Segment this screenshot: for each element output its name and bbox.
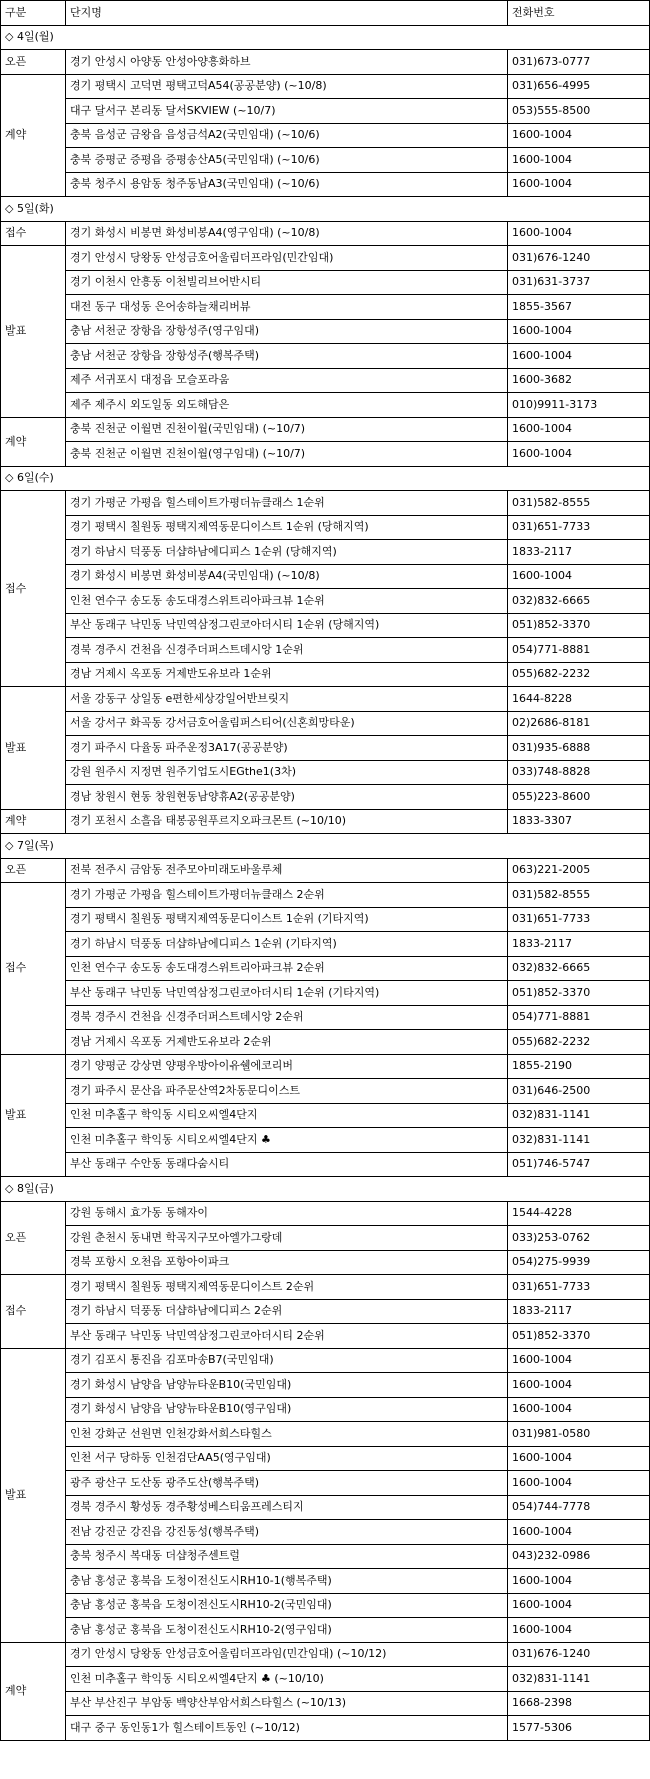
phone-cell: 032)832-6665: [508, 589, 650, 614]
header-phone: 전화번호: [508, 1, 650, 26]
category-cell: 오픈: [1, 858, 66, 883]
table-row: [1, 1520, 650, 1545]
day-row: [1, 1177, 650, 1202]
phone-cell: 031)676-1240: [508, 1642, 650, 1667]
header-complex-name: 단지명: [66, 1, 508, 26]
complex-name-cell: 대전 동구 대성동 은어송하늘채리버뷰: [66, 295, 508, 320]
phone-cell: 055)682-2232: [508, 662, 650, 687]
table-row: [1, 1324, 650, 1349]
day-row: [1, 197, 650, 222]
phone-cell: 1668-2398: [508, 1691, 650, 1716]
day-row: [1, 466, 650, 491]
table-row: [1, 785, 650, 810]
phone-cell: 055)682-2232: [508, 1030, 650, 1055]
complex-name-cell: 경남 거제시 옥포동 거제반도유보라 2순위: [66, 1030, 508, 1055]
phone-cell: 043)232-0986: [508, 1544, 650, 1569]
table-row: [1, 1716, 650, 1741]
phone-cell: 1600-1004: [508, 1471, 650, 1496]
phone-cell: 1600-1004: [508, 1520, 650, 1545]
complex-name-cell: 경기 화성시 비봉면 화성비봉A4(국민임대) (~10/8): [66, 564, 508, 589]
complex-name-cell: 부산 동래구 낙민동 낙민역삼정그린코아더시티 2순위: [66, 1324, 508, 1349]
phone-cell: 031)651-7733: [508, 1275, 650, 1300]
category-cell: 접수: [1, 491, 66, 687]
phone-cell: 1600-1004: [508, 1593, 650, 1618]
complex-name-cell: 경북 경주시 건천읍 신경주더퍼스트데시앙 2순위: [66, 1005, 508, 1030]
phone-cell: 032)831-1141: [508, 1103, 650, 1128]
complex-name-cell: 충북 음성군 금왕읍 음성금석A2(국민임대) (~10/6): [66, 123, 508, 148]
table-row: [1, 148, 650, 173]
table-row: [1, 1128, 650, 1153]
phone-cell: 1600-1004: [508, 417, 650, 442]
category-cell: 발표: [1, 1348, 66, 1642]
complex-name-cell: 인천 강화군 선원면 인천강화서희스타힐스: [66, 1422, 508, 1447]
complex-name-cell: 경기 화성시 남양읍 남양뉴타운B10(영구임대): [66, 1397, 508, 1422]
table-row: [1, 295, 650, 320]
category-cell: 오픈: [1, 50, 66, 75]
complex-name-cell: 전남 강진군 강진읍 강진동성(행복주택): [66, 1520, 508, 1545]
table-row: [1, 1275, 650, 1300]
phone-cell: 055)223-8600: [508, 785, 650, 810]
phone-cell: 051)852-3370: [508, 613, 650, 638]
table-row: [1, 1079, 650, 1104]
phone-cell: 032)831-1141: [508, 1667, 650, 1692]
phone-cell: 1600-1004: [508, 344, 650, 369]
complex-name-cell: 강원 원주시 지정면 원주기업도시EGthe1(3차): [66, 760, 508, 785]
phone-cell: 054)275-9939: [508, 1250, 650, 1275]
complex-name-cell: 서울 강서구 화곡동 강서금호어울림퍼스티어(신혼희망타운): [66, 711, 508, 736]
phone-cell: 031)673-0777: [508, 50, 650, 75]
category-cell: 계약: [1, 1642, 66, 1740]
complex-name-cell: 경기 이천시 안흥동 이천빌리브어반시티: [66, 270, 508, 295]
table-row: [1, 99, 650, 124]
complex-name-cell: 경기 가평군 가평읍 힐스테이트가평더뉴클래스 1순위: [66, 491, 508, 516]
complex-name-cell: 충북 진천군 이월면 진천이월(국민임대) (~10/7): [66, 417, 508, 442]
complex-name-cell: 경북 경주시 건천읍 신경주더퍼스트데시앙 1순위: [66, 638, 508, 663]
table-row: [1, 687, 650, 712]
table-row: [1, 221, 650, 246]
complex-name-cell: 경기 평택시 칠원동 평택지제역동문디이스트 1순위 (기타지역): [66, 907, 508, 932]
phone-cell: 1855-2190: [508, 1054, 650, 1079]
table-row: [1, 1593, 650, 1618]
category-cell: 접수: [1, 221, 66, 246]
day-label: ◇ 6일(수): [1, 466, 650, 491]
phone-cell: 032)831-1141: [508, 1128, 650, 1153]
phone-cell: 033)748-8828: [508, 760, 650, 785]
table-row: [1, 319, 650, 344]
table-row: [1, 932, 650, 957]
day-label: ◇ 7일(목): [1, 834, 650, 859]
phone-cell: 1600-1004: [508, 1397, 650, 1422]
complex-name-cell: 경기 하남시 덕풍동 더샵하남에디피스 1순위 (기타지역): [66, 932, 508, 957]
table-row: [1, 540, 650, 565]
table-row: [1, 368, 650, 393]
complex-name-cell: 경기 안성시 당왕동 안성금호어울림더프라임(민간임대) (~10/12): [66, 1642, 508, 1667]
table-row: [1, 907, 650, 932]
category-cell: 계약: [1, 417, 66, 466]
complex-name-cell: 충북 청주시 용암동 청주동남A3(국민임대) (~10/6): [66, 172, 508, 197]
table-row: [1, 74, 650, 99]
table-row: [1, 50, 650, 75]
complex-name-cell: 충남 홍성군 홍북읍 도청이전신도시RH10-1(행복주택): [66, 1569, 508, 1594]
phone-cell: 1855-3567: [508, 295, 650, 320]
table-row: [1, 1667, 650, 1692]
complex-name-cell: 부산 동래구 수안동 동래다숨시티: [66, 1152, 508, 1177]
table-row: [1, 1054, 650, 1079]
category-cell: 접수: [1, 1275, 66, 1349]
phone-cell: 051)852-3370: [508, 1324, 650, 1349]
complex-name-cell: 충남 서천군 장항읍 장항성주(행복주택): [66, 344, 508, 369]
table-row: [1, 736, 650, 761]
complex-name-cell: 전북 전주시 금암동 전주모아미래도바울루체: [66, 858, 508, 883]
complex-name-cell: 인천 연수구 송도동 송도대경스위트리아파크뷰 1순위: [66, 589, 508, 614]
phone-cell: 031)651-7733: [508, 907, 650, 932]
complex-name-cell: 경기 화성시 비봉면 화성비봉A4(영구임대) (~10/8): [66, 221, 508, 246]
complex-name-cell: 광주 광산구 도산동 광주도산(행복주택): [66, 1471, 508, 1496]
phone-cell: 1644-8228: [508, 687, 650, 712]
phone-cell: 02)2686-8181: [508, 711, 650, 736]
phone-cell: 032)832-6665: [508, 956, 650, 981]
phone-cell: 1600-1004: [508, 1569, 650, 1594]
table-row: [1, 1152, 650, 1177]
table-row: [1, 1348, 650, 1373]
category-cell: 발표: [1, 1054, 66, 1177]
day-label: ◇ 8일(금): [1, 1177, 650, 1202]
table-row: [1, 883, 650, 908]
table-row: [1, 393, 650, 418]
table-row: [1, 809, 650, 834]
table-row: [1, 1446, 650, 1471]
table-row: [1, 1397, 650, 1422]
table-row: [1, 1030, 650, 1055]
day-row: [1, 834, 650, 859]
phone-cell: 031)582-8555: [508, 883, 650, 908]
phone-cell: 1833-2117: [508, 1299, 650, 1324]
complex-name-cell: 경기 양평군 강상면 양평우방아이유쉘에코리버: [66, 1054, 508, 1079]
complex-name-cell: 경기 포천시 소흘읍 태봉공원푸르지오파크몬트 (~10/10): [66, 809, 508, 834]
phone-cell: 1600-1004: [508, 172, 650, 197]
table-row: [1, 246, 650, 271]
phone-cell: 031)656-4995: [508, 74, 650, 99]
complex-name-cell: 충북 증평군 증평읍 증평송산A5(국민임대) (~10/6): [66, 148, 508, 173]
complex-name-cell: 경남 거제시 옥포동 거제반도유보라 1순위: [66, 662, 508, 687]
complex-name-cell: 부산 동래구 낙민동 낙민역삼정그린코아더시티 1순위 (당해지역): [66, 613, 508, 638]
complex-name-cell: 대구 중구 동인동1가 힐스테이트동인 (~10/12): [66, 1716, 508, 1741]
phone-cell: 031)981-0580: [508, 1422, 650, 1447]
complex-name-cell: 경기 가평군 가평읍 힐스테이트가평더뉴클래스 2순위: [66, 883, 508, 908]
phone-cell: 054)771-8881: [508, 638, 650, 663]
category-cell: 오픈: [1, 1201, 66, 1275]
header-category: 구분: [1, 1, 66, 26]
phone-cell: 1600-1004: [508, 1373, 650, 1398]
complex-name-cell: 충북 청주시 복대동 더샵청주센트럴: [66, 1544, 508, 1569]
complex-name-cell: 경기 안성시 당왕동 안성금호어울림더프라임(민간임대): [66, 246, 508, 271]
table-row: [1, 662, 650, 687]
complex-name-cell: 경기 하남시 덕풍동 더샵하남에디피스 2순위: [66, 1299, 508, 1324]
table-row: [1, 1250, 650, 1275]
category-cell: 계약: [1, 74, 66, 197]
phone-cell: 1600-1004: [508, 1618, 650, 1643]
phone-cell: 054)744-7778: [508, 1495, 650, 1520]
complex-name-cell: 경기 평택시 칠원동 평택지제역동문디이스트 1순위 (당해지역): [66, 515, 508, 540]
complex-name-cell: 경남 창원시 현동 창원현동남양휴A2(공공분양): [66, 785, 508, 810]
complex-name-cell: 제주 서귀포시 대정읍 모슬포라움: [66, 368, 508, 393]
table-row: [1, 1226, 650, 1251]
complex-name-cell: 부산 부산진구 부암동 백양산부암서희스타힐스 (~10/13): [66, 1691, 508, 1716]
table-row: [1, 491, 650, 516]
phone-cell: 1600-1004: [508, 148, 650, 173]
phone-cell: 051)852-3370: [508, 981, 650, 1006]
complex-name-cell: 인천 미추홀구 학익동 시티오씨엘4단지: [66, 1103, 508, 1128]
table-row: [1, 613, 650, 638]
phone-cell: 1544-4228: [508, 1201, 650, 1226]
phone-cell: 1600-1004: [508, 1348, 650, 1373]
table-row: [1, 344, 650, 369]
complex-name-cell: 강원 춘천시 동내면 학곡지구모아엘가그랑데: [66, 1226, 508, 1251]
phone-cell: 033)253-0762: [508, 1226, 650, 1251]
table-row: [1, 1373, 650, 1398]
table-row: [1, 515, 650, 540]
phone-cell: 1833-3307: [508, 809, 650, 834]
phone-cell: 031)582-8555: [508, 491, 650, 516]
table-row: [1, 956, 650, 981]
phone-cell: 1600-1004: [508, 221, 650, 246]
phone-cell: 1600-1004: [508, 319, 650, 344]
complex-name-cell: 경기 파주시 다율동 파주운정3A17(공공분양): [66, 736, 508, 761]
header-row: [1, 1, 650, 26]
table-row: [1, 1422, 650, 1447]
table-row: [1, 123, 650, 148]
phone-cell: 031)631-3737: [508, 270, 650, 295]
complex-name-cell: 경기 평택시 칠원동 평택지제역동문디이스트 2순위: [66, 1275, 508, 1300]
table-row: [1, 1299, 650, 1324]
table-row: [1, 1201, 650, 1226]
complex-name-cell: 인천 미추홀구 학익동 시티오씨엘4단지 ♣: [66, 1128, 508, 1153]
table-row: [1, 1544, 650, 1569]
phone-cell: 031)676-1240: [508, 246, 650, 271]
phone-cell: 053)555-8500: [508, 99, 650, 124]
table-row: [1, 981, 650, 1006]
table-row: [1, 1691, 650, 1716]
table-row: [1, 1005, 650, 1030]
complex-name-cell: 경기 안성시 아양동 안성아양흥화하브: [66, 50, 508, 75]
table-row: [1, 270, 650, 295]
phone-cell: 1577-5306: [508, 1716, 650, 1741]
complex-name-cell: 충남 홍성군 홍북읍 도청이전신도시RH10-2(영구임대): [66, 1618, 508, 1643]
category-cell: 접수: [1, 883, 66, 1055]
table-row: [1, 417, 650, 442]
complex-name-cell: 서울 강동구 상일동 e편한세상강일어반브릿지: [66, 687, 508, 712]
complex-name-cell: 경기 평택시 고덕면 평택고덕A54(공공분양) (~10/8): [66, 74, 508, 99]
table-row: [1, 1642, 650, 1667]
phone-cell: 010)9911-3173: [508, 393, 650, 418]
complex-name-cell: 충남 서천군 장항읍 장항성주(영구임대): [66, 319, 508, 344]
complex-name-cell: 인천 서구 당하동 인천검단AA5(영구임대): [66, 1446, 508, 1471]
table-row: [1, 589, 650, 614]
table-row: [1, 1618, 650, 1643]
table-row: [1, 172, 650, 197]
table-body: [1, 1, 650, 1741]
table-row: [1, 1495, 650, 1520]
complex-name-cell: 경기 파주시 문산읍 파주문산역2차동문디이스트: [66, 1079, 508, 1104]
phone-cell: 051)746-5747: [508, 1152, 650, 1177]
complex-name-cell: 경북 포항시 오천읍 포항아이파크: [66, 1250, 508, 1275]
day-label: ◇ 4일(월): [1, 25, 650, 50]
category-cell: 계약: [1, 809, 66, 834]
complex-name-cell: 강원 동해시 효가동 동해자이: [66, 1201, 508, 1226]
table-row: [1, 442, 650, 467]
complex-name-cell: 인천 연수구 송도동 송도대경스위트리아파크뷰 2순위: [66, 956, 508, 981]
table-row: [1, 858, 650, 883]
category-cell: 발표: [1, 246, 66, 418]
phone-cell: 063)221-2005: [508, 858, 650, 883]
complex-name-cell: 인천 미추홀구 학익동 시티오씨엘4단지 ♣ (~10/10): [66, 1667, 508, 1692]
phone-cell: 054)771-8881: [508, 1005, 650, 1030]
phone-cell: 1600-1004: [508, 123, 650, 148]
phone-cell: 1833-2117: [508, 540, 650, 565]
phone-cell: 1833-2117: [508, 932, 650, 957]
phone-cell: 031)935-6888: [508, 736, 650, 761]
complex-name-cell: 충남 홍성군 홍북읍 도청이전신도시RH10-2(국민임대): [66, 1593, 508, 1618]
day-label: ◇ 5일(화): [1, 197, 650, 222]
table-row: [1, 1569, 650, 1594]
day-row: [1, 25, 650, 50]
table-row: [1, 1471, 650, 1496]
complex-name-cell: 대구 달서구 본리동 달서SKVIEW (~10/7): [66, 99, 508, 124]
phone-cell: 1600-3682: [508, 368, 650, 393]
phone-cell: 1600-1004: [508, 1446, 650, 1471]
complex-name-cell: 경기 화성시 남양읍 남양뉴타운B10(국민임대): [66, 1373, 508, 1398]
complex-name-cell: 제주 제주시 외도일동 외도해담은: [66, 393, 508, 418]
complex-name-cell: 부산 동래구 낙민동 낙민역삼정그린코아더시티 1순위 (기타지역): [66, 981, 508, 1006]
table-row: [1, 711, 650, 736]
complex-name-cell: 충북 진천군 이월면 진천이월(영구임대) (~10/7): [66, 442, 508, 467]
complex-name-cell: 경북 경주시 황성동 경주황성베스티움프레스티지: [66, 1495, 508, 1520]
category-cell: 발표: [1, 687, 66, 810]
phone-cell: 031)646-2500: [508, 1079, 650, 1104]
complex-name-cell: 경기 하남시 덕풍동 더샵하남에디피스 1순위 (당해지역): [66, 540, 508, 565]
table-row: [1, 1103, 650, 1128]
phone-cell: 1600-1004: [508, 442, 650, 467]
complex-name-cell: 경기 김포시 통진읍 김포마송B7(국민임대): [66, 1348, 508, 1373]
table-row: [1, 760, 650, 785]
phone-cell: 031)651-7733: [508, 515, 650, 540]
phone-cell: 1600-1004: [508, 564, 650, 589]
table-row: [1, 564, 650, 589]
table-row: [1, 638, 650, 663]
